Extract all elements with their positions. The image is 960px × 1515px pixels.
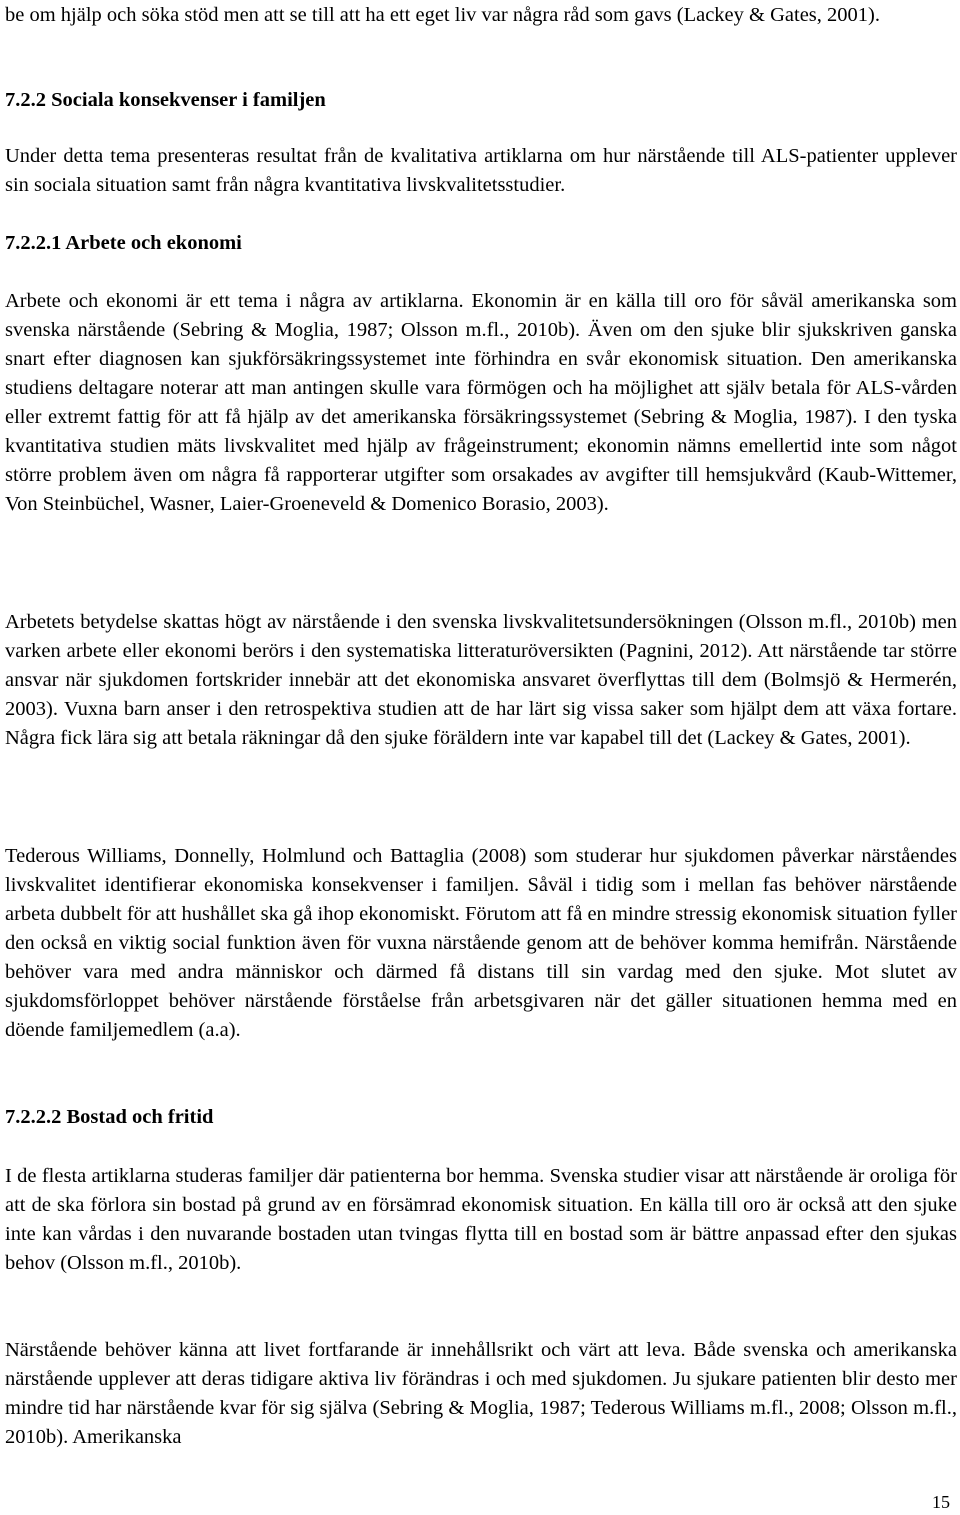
section-7-2-2-2-paragraph-1: I de flesta artiklarna studeras familjer där patienterna bor hemma. Svenska studier visar att närstående är oroliga för att de ska förlora sin bostad på grund av en försämrad ekonomisk situation. En källa till oro är också att den sjuke inte kan vårdas i den nuvarande bostaden utan tvingas flytta till en bostad som är bättre anpassad efter den sjukas behov (Olsson m.fl., 2010b). — [5, 1165, 957, 1274]
section-7-2-2-1-paragraph-2: Arbetets betydelse skattas högt av närstående i den svenska livskvalitetsundersökningen (Olsson m.fl., 2010b) men varken arbete eller ekonomi berörs i den systematiska litteraturöversikten (Pagnini, 2012). Att närstående tar större ansvar när sjukdomen fortskrider innebär att det ekonomiska ansvaret överflyttas till dem (Bolmsjö & Hermerén, 2003). Vuxna barn anser i den retrospektiva studien att de har lärt sig vissa saker som hjälpt dem att växa fortare. Några fick lära sig att betala räkningar då den sjuke föräldern inte var kapabel till det (Lackey & Gates, 2001). — [5, 611, 957, 749]
section-heading-7-2-2: 7.2.2 Sociala konsekvenser i familjen — [5, 89, 326, 111]
section-heading-7-2-2-1: 7.2.2.1 Arbete och ekonomi — [5, 232, 242, 254]
section-7-2-2-1-paragraph-1: Arbete och ekonomi är ett tema i några av artiklarna. Ekonomin är en källa till oro för såväl amerikanska som svenska närstående (Sebring & Moglia, 1987; Olsson m.fl., 2010b). Även om den sjuke blir sjukskriven ganska snart efter diagnosen kan sjukförsäkringssystemet inte förhindra en svår ekonomisk situation. Den amerikanska studiens deltagare noterar att man antingen skulle vara förmögen och ha möjlighet att själv betala för ALS-vården eller extremt fattig för att få hjälp av det amerikanska försäkringssystemet (Sebring & Moglia, 1987). I den tyska kvantitativa studien mäts livskvalitet med hjälp av frågeinstrument; ekonomin nämns emellertid inte som något större problem även om några få rapporterar utgifter som orsakades av avgifter till hemsjukvård (Kaub-Wittemer, Von Steinbüchel, Wasner, Laier-Groeneveld & Domenico Borasio, 2003). — [5, 290, 957, 515]
section-7-2-2-paragraph: Under detta tema presenteras resultat från de kvalitativa artiklarna om hur närstående till ALS-patienter upplever sin sociala situation samt från några kvantitativa livskvalitetsstudier. — [5, 145, 957, 196]
section-7-2-2-2-paragraph-2: Närstående behöver känna att livet fortfarande är innehållsrikt och värt att leva. Både svenska och amerikanska närstående upplever att deras tidigare aktiva liv förändras i och med sjukdomen. Ju sjukare patienten blir desto mer mindre tid har närstående kvar för sig själva (Sebring & Moglia, 1987; Tederous Williams m.fl., 2008; Olsson m.fl., 2010b). Amerikanska — [5, 1339, 957, 1448]
section-heading-7-2-2-2: 7.2.2.2 Bostad och fritid — [5, 1106, 214, 1128]
page-number: 15 — [932, 1492, 950, 1512]
section-7-2-2-1-paragraph-3: Tederous Williams, Donnelly, Holmlund och Battaglia (2008) som studerar hur sjukdomen påverkar närståendes livskvalitet identifierar ekonomiska konsekvenser i familjen. Såväl i tidig som i mellan fas behöver närstående arbeta dubbelt för att hushållet ska gå ihop ekonomiskt. Förutom att få en mindre stressig ekonomisk situation fyller den också en viktig social funktion även för vuxna närstående genom att de behöver komma hemifrån. Närstående behöver vara med andra människor och därmed få distans till sin vardag med den sjuke. Mot slutet av sjukdomsförloppet behöver närstående förståelse från arbetsgivaren när det gäller situationen hemma med en döende familjemedlem (a.a). — [5, 845, 957, 1041]
intro-fragment-paragraph: be om hjälp och söka stöd men att se till att ha ett eget liv var några råd som gavs (Lackey & Gates, 2001). — [5, 4, 880, 26]
